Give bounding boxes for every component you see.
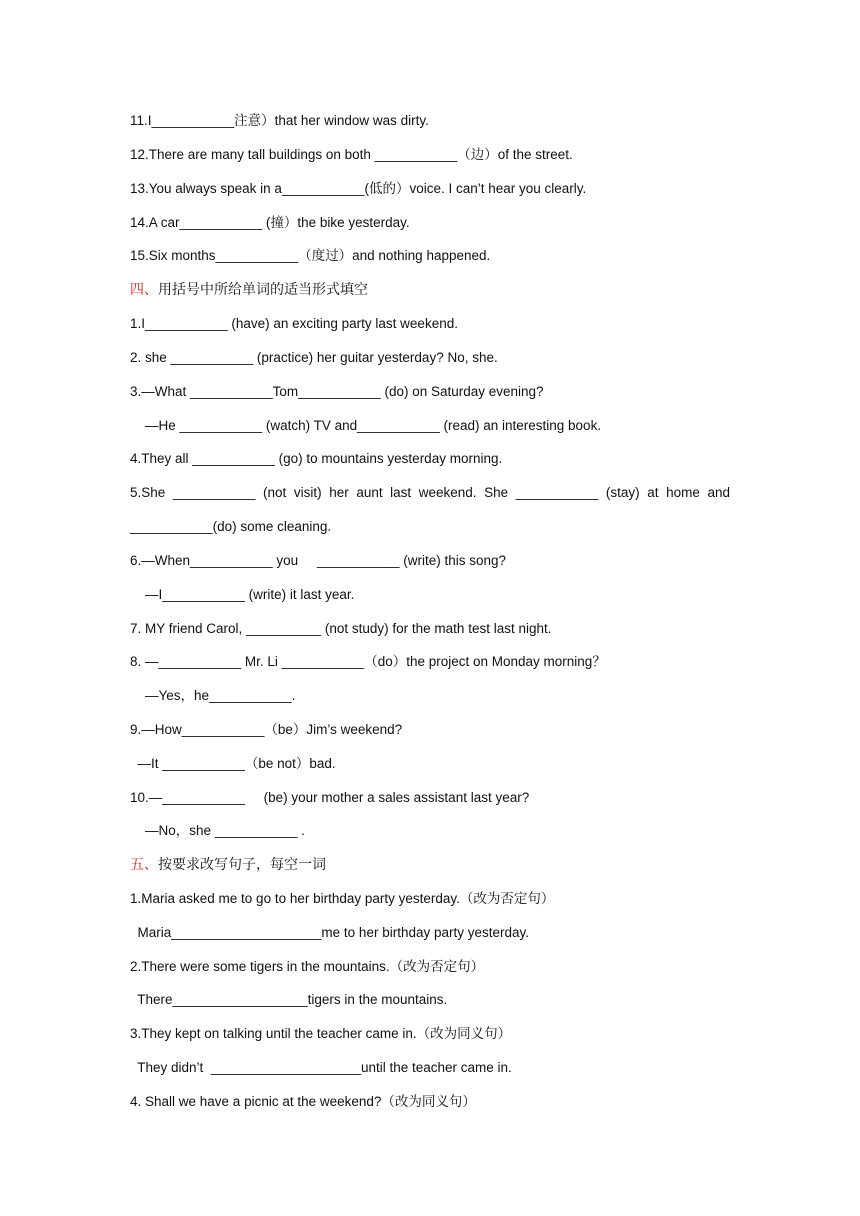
s4-question-6: 6.—When___________ you ___________ (write) this song? xyxy=(130,553,507,568)
section-4-heading xyxy=(130,280,730,300)
question-15: 15.Six months___________（度过）and nothing happened. xyxy=(130,248,491,263)
s4-question-4: 4.They all ___________ (go) to mountains yesterday morning. xyxy=(130,451,503,466)
s4-question-1: 1.I___________ (have) an exciting party last weekend. xyxy=(130,316,458,331)
s4-question-8: 8. —___________ Mr. Li ___________（do）the project on Monday morning？ xyxy=(130,654,606,669)
question-12: 12.There are many tall buildings on both ___________（边）of the street. xyxy=(130,147,573,162)
s5-question-4: 4. Shall we have a picnic at the weekend?（改为同义句） xyxy=(130,1094,476,1109)
s4-question-8-answer: —Yes，he___________. xyxy=(130,688,296,703)
s4-question-10-answer: —No，she ___________ . xyxy=(130,823,305,838)
s4-question-9: 9.—How___________（be）Jim’s weekend? xyxy=(130,722,403,737)
s4-question-5-cont: ___________(do) some cleaning. xyxy=(130,519,332,534)
s4-question-9-answer: —It ___________（be not）bad. xyxy=(130,756,336,771)
question-13: 13.You always speak in a___________(低的）voice. I can’t hear you clearly. xyxy=(130,181,587,196)
s5-question-2-blank: There__________________tigers in the mountains. xyxy=(130,992,448,1007)
s4-question-3: 3.—What ___________Tom___________ (do) on Saturday evening? xyxy=(130,384,544,399)
s4-question-3-answer: —He ___________ (watch) TV and___________ (read) an interesting book. xyxy=(130,418,602,433)
s4-question-6-answer: —I___________ (write) it last year. xyxy=(130,587,355,602)
section-5-number: 五、 xyxy=(130,857,158,873)
s5-question-1-blank: Maria____________________me to her birthday party yesterday. xyxy=(130,925,530,940)
question-11: 11.I___________注意）that her window was dirty. xyxy=(130,113,429,128)
s5-question-2: 2.There were some tigers in the mountains.（改为否定句） xyxy=(130,959,485,974)
section-4-title: 用括号中所给单词的适当形式填空 xyxy=(158,282,368,298)
section-5-heading xyxy=(130,855,730,875)
question-14: 14.A car___________ (撞）the bike yesterday. xyxy=(130,215,410,230)
s4-question-10: 10.—___________ (be) your mother a sales assistant last year? xyxy=(130,790,530,805)
s4-question-2: 2. she ___________ (practice) her guitar yesterday? No, she. xyxy=(130,350,498,365)
section-5-title: 按要求改写句子，每空一词 xyxy=(158,857,326,873)
s4-question-5: 5.She ___________ (not visit) her aunt last weekend. She ___________ (stay) at home and xyxy=(130,485,730,500)
s5-question-3: 3.They kept on talking until the teacher came in.（改为同义句） xyxy=(130,1026,512,1041)
section-4-number: 四、 xyxy=(130,282,158,298)
s5-question-1: 1.Maria asked me to go to her birthday party yesterday.（改为否定句） xyxy=(130,891,555,906)
s5-question-3-blank: They didn’t ____________________until the teacher came in. xyxy=(130,1060,512,1075)
s4-question-7: 7. MY friend Carol, __________ (not study) for the math test last night. xyxy=(130,621,552,636)
